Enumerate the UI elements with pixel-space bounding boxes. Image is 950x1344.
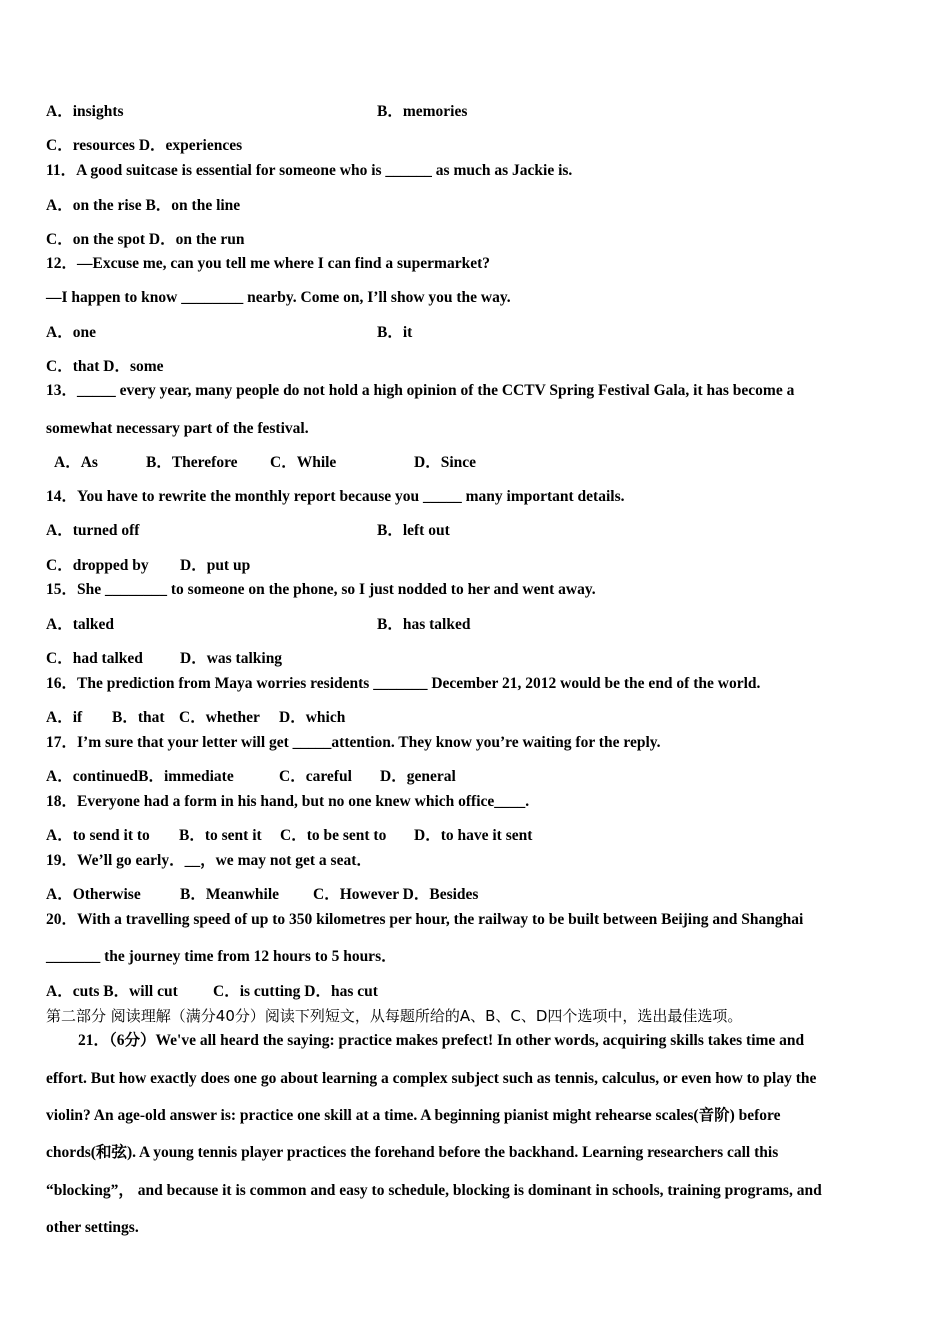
q17-option-d: D．general bbox=[380, 768, 456, 785]
q21-passage-line-6: other settings. bbox=[46, 1219, 139, 1236]
q15-option-a: A．talked bbox=[46, 616, 115, 633]
question-15-options-row1 bbox=[46, 615, 471, 635]
question-10-options-row1 bbox=[46, 102, 468, 122]
question-11-stem: 11．A good suitcase is essential for someone who is ______ as much as Jackie is. bbox=[46, 162, 573, 179]
q14-option-c: C．dropped by bbox=[46, 557, 149, 574]
q10-option-a: A．insights bbox=[46, 103, 124, 120]
q11-options-cd: C．on the spot D．on the run bbox=[46, 231, 245, 248]
q18-option-c: C．to be sent to bbox=[280, 827, 387, 844]
q13-option-a: A．As bbox=[54, 454, 98, 471]
question-13-stem-continued: somewhat necessary part of the festival. bbox=[46, 420, 309, 437]
q20-options-cd: C．is cutting D．has cut bbox=[213, 983, 378, 1000]
q13-option-c: C．While bbox=[270, 454, 337, 471]
question-13-stem: 13．_____ every year, many people do not hold a high opinion of the CCTV Spring Festival Gala, it has become a bbox=[46, 382, 795, 399]
q14-option-d: D．put up bbox=[180, 557, 251, 574]
part-two-heading: 第二部分 阅读理解（满分40分）阅读下列短文，从每题所给的A、B、C、D四个选项中，选出最佳选项。 bbox=[46, 1007, 743, 1025]
question-12-stem: 12．—Excuse me, can you tell me where I can find a supermarket? bbox=[46, 255, 491, 272]
question-14-options-row2 bbox=[46, 556, 251, 576]
q10-options-cd: C．resources D．experiences bbox=[46, 137, 243, 154]
q21-passage-line-1: 21．（6分）We've all heard the saying: practice makes prefect! In other words, acquiring skills takes time and bbox=[78, 1032, 805, 1049]
question-14-options-row1 bbox=[46, 521, 450, 541]
q12-option-a: A．one bbox=[46, 324, 96, 341]
q14-option-a: A．turned off bbox=[46, 522, 140, 539]
question-19-stem: 19．We’ll go early．__，we may not get a seat． bbox=[46, 852, 372, 869]
q12-options-cd: C．that D．some bbox=[46, 358, 164, 375]
question-20-stem-continued: _______ the journey time from 12 hours to 5 hours． bbox=[46, 948, 397, 965]
question-12-options-row1 bbox=[46, 323, 413, 343]
q21-passage-line-3: violin? An age-old answer is: practice one skill at a time. A beginning pianist might rehearse scales(音阶) before bbox=[46, 1107, 781, 1124]
q15-option-d: D．was talking bbox=[180, 650, 283, 667]
question-16-stem: 16．The prediction from Maya worries residents _______ December 21, 2012 would be the end of the world. bbox=[46, 675, 761, 692]
q19-option-b: B．Meanwhile bbox=[180, 886, 280, 903]
question-18-stem: 18．Everyone had a form in his hand, but no one knew which office____. bbox=[46, 793, 530, 810]
q12-option-b: B．it bbox=[377, 324, 413, 341]
q16-option-c: C．whether bbox=[179, 709, 260, 726]
q16-option-b: B．that bbox=[112, 709, 165, 726]
q15-option-c: C．had talked bbox=[46, 650, 143, 667]
q10-option-b: B．memories bbox=[377, 103, 468, 120]
q19-option-a: A．Otherwise bbox=[46, 886, 141, 903]
q13-option-d: D．Since bbox=[414, 454, 477, 471]
q21-passage-line-4: chords(和弦). A young tennis player practices the forehand before the backhand. Learning researchers call this bbox=[46, 1144, 779, 1161]
q19-options-cd: C．However D．Besides bbox=[313, 886, 479, 903]
question-14-stem: 14．You have to rewrite the monthly report because you _____ many important details. bbox=[46, 488, 625, 505]
q18-option-b: B．to sent it bbox=[179, 827, 262, 844]
q21-passage-line-2: effort. But how exactly does one go about learning a complex subject such as tennis, calculus, or even how to play the bbox=[46, 1070, 817, 1087]
question-12-reply: —I happen to know ________ nearby. Come on, I’ll show you the way. bbox=[46, 289, 511, 306]
q11-options-ab: A．on the rise B．on the line bbox=[46, 197, 241, 214]
q17-option-c: C．careful bbox=[279, 768, 352, 785]
q14-option-b: B．left out bbox=[377, 522, 450, 539]
q15-option-b: B．has talked bbox=[377, 616, 471, 633]
question-20-stem: 20．With a travelling speed of up to 350 kilometres per hour, the railway to be built between Beijing and Shanghai bbox=[46, 911, 804, 928]
q18-option-a: A．to send it to bbox=[46, 827, 150, 844]
question-17-stem: 17．I’m sure that your letter will get _____attention. They know you’re waiting for the reply. bbox=[46, 734, 661, 751]
q16-option-d: D．which bbox=[279, 709, 346, 726]
q18-option-d: D．to have it sent bbox=[414, 827, 533, 844]
q21-passage-line-5: “blocking”， and because it is common and easy to schedule, blocking is dominant in schools, training programs, and bbox=[46, 1182, 822, 1199]
question-15-stem: 15．She ________ to someone on the phone, so I just nodded to her and went away. bbox=[46, 581, 596, 598]
question-15-options-row2 bbox=[46, 649, 283, 669]
q17-options-ab: A．continuedB．immediate bbox=[46, 768, 234, 785]
q20-options-ab: A．cuts B．will cut bbox=[46, 983, 178, 1000]
q16-option-a: A．if bbox=[46, 709, 83, 726]
q13-option-b: B．Therefore bbox=[146, 454, 238, 471]
